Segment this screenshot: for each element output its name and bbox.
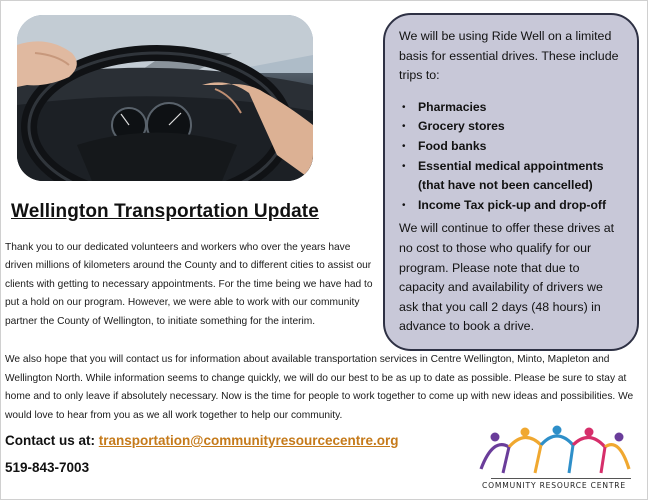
info-box-intro: We will be using Ride Well on a limited basis for essential drives. These include trips to: [399,29,619,83]
bullet-icon: • [402,121,406,133]
list-item: • Grocery stores [399,117,625,137]
contact-label: Contact us at: [5,433,96,448]
community-resource-centre-logo [469,423,639,495]
email-link[interactable]: transportation@communityresourcecentre.org [98,433,399,448]
outro-paragraph: We also hope that you will contact us for information about available transportation services in Centre Wellington, Minto, Mapleton and Wellington North. While information seems to change quickly, we will do our best to be as up to date as possible. Please be sure to stay at home and to only leave if absolutely necessary. Now is the time for people to work together to come up with new ideas and possibilities. We would love to hear from you as we all work together to help our community. [5,354,634,421]
info-box-closing: We will continue to offer these drives at no cost to those who qualify for our program. Please note that due to capacity and availability of drivers we ask that you call 2 days (48 hours) in advance to book a drive. [399,221,615,334]
essential-drives-box [383,13,639,351]
essential-trips-list [399,98,625,216]
list-item: • Pharmacies [399,98,625,118]
bullet-icon: • [402,160,406,172]
logo-wordmark: COMMUNITY RESOURCE CENTRE [482,481,626,490]
list-item: • Income Tax pick-up and drop-off [399,196,625,216]
list-item: • Food banks [399,137,625,157]
steering-wheel-photo [17,15,313,181]
page-title: Wellington Transportation Update [11,201,319,222]
list-item: • Essential medical appointments (that have not been cancelled) [402,158,604,193]
steering-wheel-illustration [17,15,313,181]
bullet-icon: • [402,101,406,113]
bullet-icon: • [402,140,406,152]
phone-number: 519-843-7003 [5,460,90,475]
intro-paragraph: Thank you to our dedicated volunteers and workers who over the years have driven millions of kilometers around the County and to different cities to assist our clients with getting to necessary appointments. For the time being we have had to put a hold on our program. However, we were able to work with our community partner the County of Wellington, to initiate something for the interim. [5,242,373,327]
contact-line [5,433,399,448]
logo-underline [491,478,631,479]
logo-figures-icon [469,423,639,479]
bullet-icon: • [402,199,406,211]
